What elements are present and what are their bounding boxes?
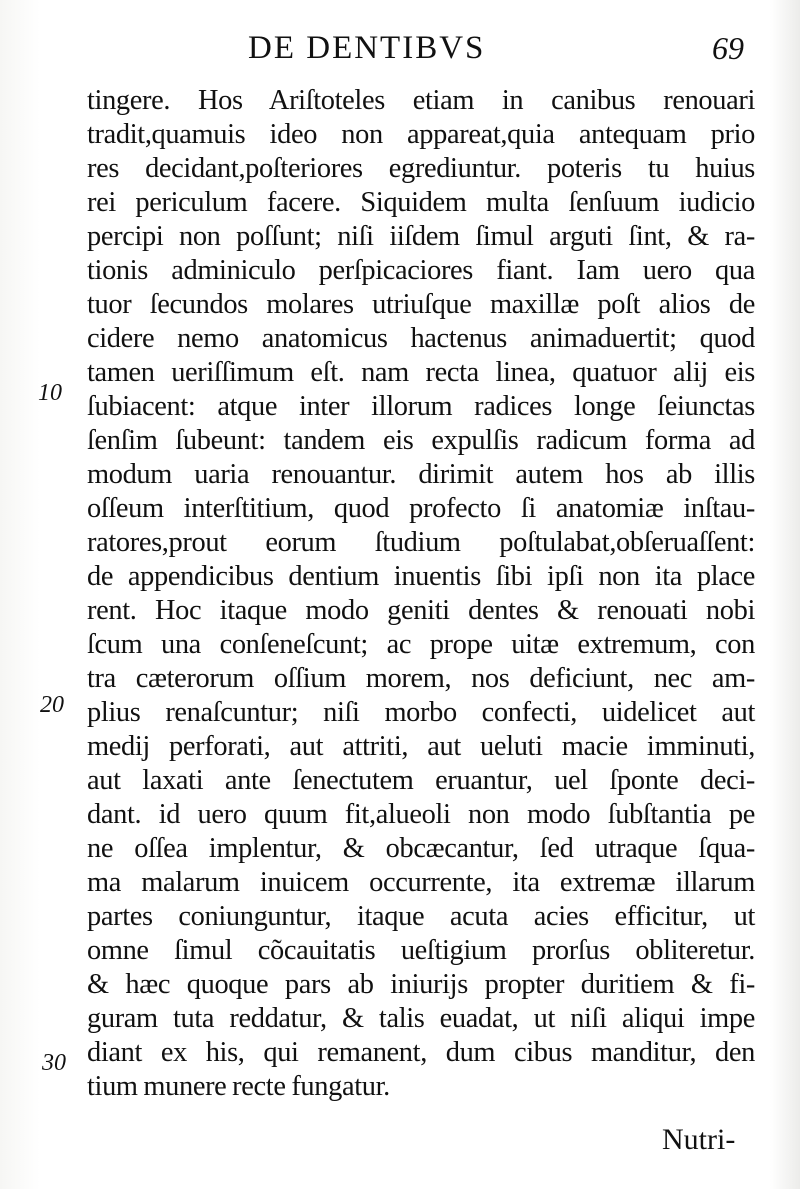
text-line: percipi non poſſunt; niſi iiſdem ſimul arguti ſint, & ra- xyxy=(87,221,755,252)
line-number-marker: 20 xyxy=(40,692,64,718)
text-line: plius renaſcuntur; niſi morbo confecti, uidelicet aut xyxy=(87,697,755,728)
text-line: & hæc quoque pars ab iniurijs propter duritiem & fi- xyxy=(87,969,755,1000)
text-line: aut laxati ante ſenectutem eruantur, uel ſponte deci- xyxy=(87,765,755,796)
text-line: ratores,prout eorum ſtudium poſtulabat,obſeruaſſent: xyxy=(87,527,755,558)
text-line: tra cæterorum oſſium morem, nos deficiunt, nec am- xyxy=(87,663,755,694)
catchword: Nutri- xyxy=(662,1123,736,1156)
text-line: modum uaria renouantur. dirimit autem hos ab illis xyxy=(87,459,755,490)
text-line: tingere. Hos Ariſtoteles etiam in canibus renouari xyxy=(87,85,755,116)
text-line: ſenſim ſubeunt: tandem eis expulſis radicum forma ad xyxy=(87,425,755,456)
text-line: tradit,quamuis ideo non appareat,quia antequam prio xyxy=(87,119,755,150)
text-line: tium munere recte fungatur. xyxy=(87,1071,390,1102)
text-line: cidere nemo anatomicus hactenus animaduertit; quod xyxy=(87,323,755,354)
text-line: omne ſimul cõcauitatis ueſtigium prorſus obliteretur. xyxy=(87,935,755,966)
text-line: ſcum una conſeneſcunt; ac prope uitæ extremum, con xyxy=(87,629,755,660)
line-number-marker: 30 xyxy=(42,1050,66,1076)
text-line: medij perforati, aut attriti, aut ueluti macie imminuti, xyxy=(87,731,755,762)
text-line: tionis adminiculo perſpicaciores fiant. Iam uero qua xyxy=(87,255,755,286)
text-line: dant. id uero quum fit,alueoli non modo ſubſtantia pe xyxy=(87,799,755,830)
text-line: ma malarum inuicem occurrente, ita extremæ illarum xyxy=(87,867,755,898)
text-line: ne oſſea implentur, & obcæcantur, ſed utraque ſqua- xyxy=(87,833,755,864)
text-line: guram tuta reddatur, & talis euadat, ut niſi aliqui impe xyxy=(87,1003,755,1034)
text-line: rent. Hoc itaque modo geniti dentes & renouati nobi xyxy=(87,595,755,626)
text-line: partes coniunguntur, itaque acuta acies efficitur, ut xyxy=(87,901,755,932)
text-line: rei periculum facere. Siquidem multa ſenſuum iudicio xyxy=(87,187,755,218)
page-number: 69 xyxy=(712,30,744,66)
text-line: oſſeum interſtitium, quod profecto ſi anatomiæ inſtau- xyxy=(87,493,755,524)
line-number-marker: 10 xyxy=(38,380,62,406)
text-line: tuor ſecundos molares utriuſque maxillæ poſt alios de xyxy=(87,289,755,320)
text-line: diant ex his, qui remanent, dum cibus manditur, den xyxy=(87,1037,755,1068)
text-line: tamen ueriſſimum eſt. nam recta linea, quatuor alij eis xyxy=(87,357,755,388)
text-line: de appendicibus dentium inuentis ſibi ipſi non ita place xyxy=(87,561,755,592)
text-line: ſubiacent: atque inter illorum radices longe ſeiunctas xyxy=(87,391,755,422)
running-title: DE DENTIBVS xyxy=(248,30,486,66)
text-line: res decidant,poſteriores egrediuntur. poteris tu huius xyxy=(87,153,755,184)
